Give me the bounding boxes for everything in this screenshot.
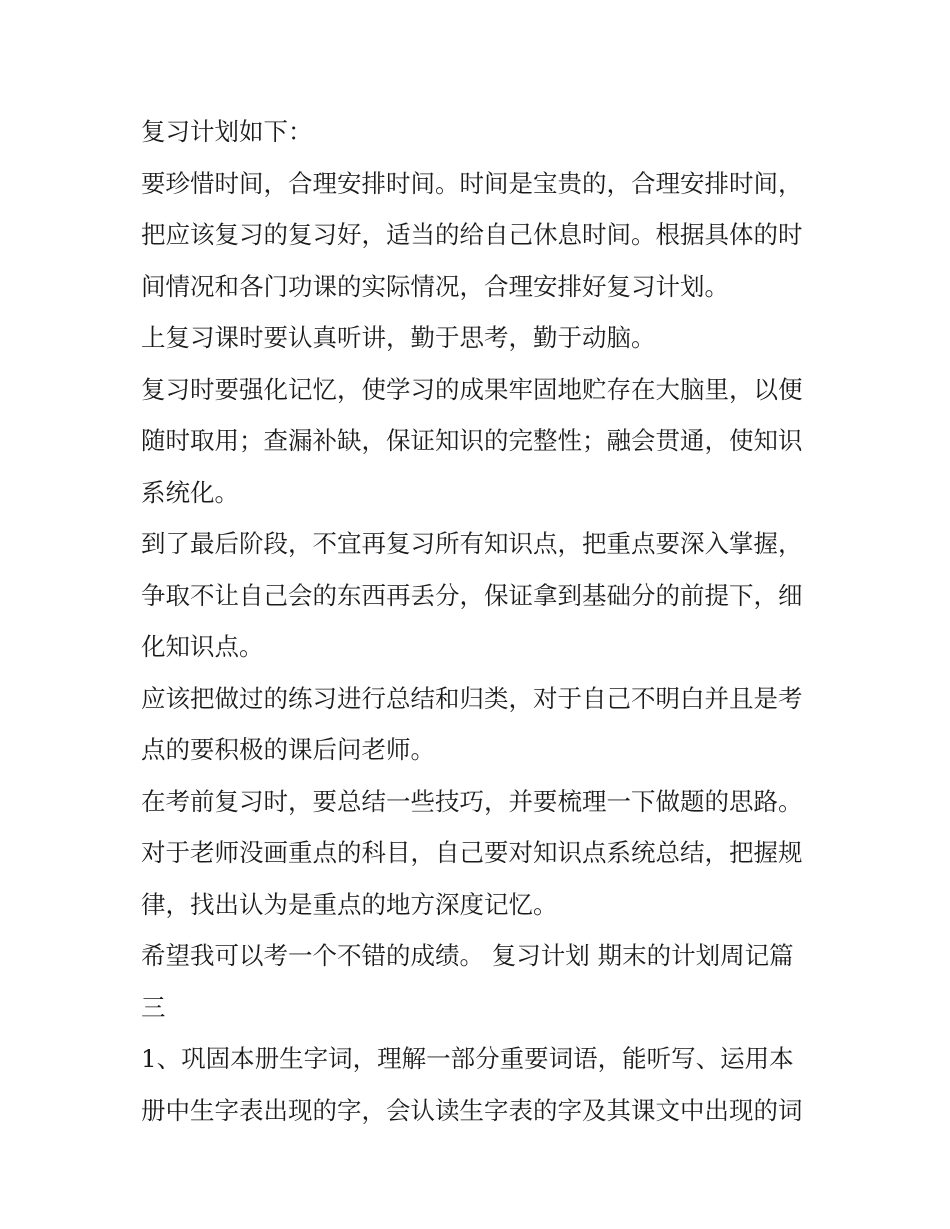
text-line: 随时取用；查漏补缺，保证知识的完整性；融会贯通，使知识 (141, 426, 803, 455)
text-line: 三 (141, 992, 166, 1022)
text-line: 律，找出认为是重点的地方深度记忆。 (141, 889, 558, 919)
text-line: 把应该复习的复习好，适当的给自己休息时间。根据具体的时 (141, 220, 803, 249)
text-line: 应该把做过的练习进行总结和归类，对于自己不明白并且是考 (141, 683, 803, 713)
text-line: 上复习课时要认真听讲，勤于思考，勤于动脑。 (141, 323, 656, 352)
text-line: 系统化。 (141, 477, 239, 507)
document-body (141, 106, 816, 1136)
text-line: 册中生字表出现的字，会认读生字表的字及其课文中出现的词 (141, 1095, 803, 1125)
text-line: 复习时要强化记忆，使学习的成果牢固地贮存在大脑里，以便 (141, 374, 803, 404)
text-line: 复习计划如下： (141, 117, 313, 146)
text-line: 点的要积极的课后问老师。 (141, 735, 435, 764)
text-line: 1、巩固本册生字词，理解一部分重要词语，能听写、运用本 (141, 1044, 794, 1073)
text-line: 希望我可以考一个不错的成绩。 复习计划 期末的计划周记篇 (141, 941, 794, 970)
text-line: 争取不让自己会的东西再丢分，保证拿到基础分的前提下，细 (141, 580, 803, 610)
text-line: 在考前复习时，要总结一些技巧，并要梳理一下做题的思路。 (141, 786, 803, 816)
text-line: 到了最后阶段，不宜再复习所有知识点，把重点要深入掌握， (141, 529, 803, 558)
text-line: 间情况和各门功课的实际情况，合理安排好复习计划。 (141, 271, 729, 301)
text-line: 对于老师没画重点的科目，自己要对知识点系统总结，把握规 (141, 838, 803, 867)
text-line: 化知识点。 (141, 632, 264, 661)
text-line: 要珍惜时间，合理安排时间。时间是宝贵的，合理安排时间， (141, 168, 803, 198)
